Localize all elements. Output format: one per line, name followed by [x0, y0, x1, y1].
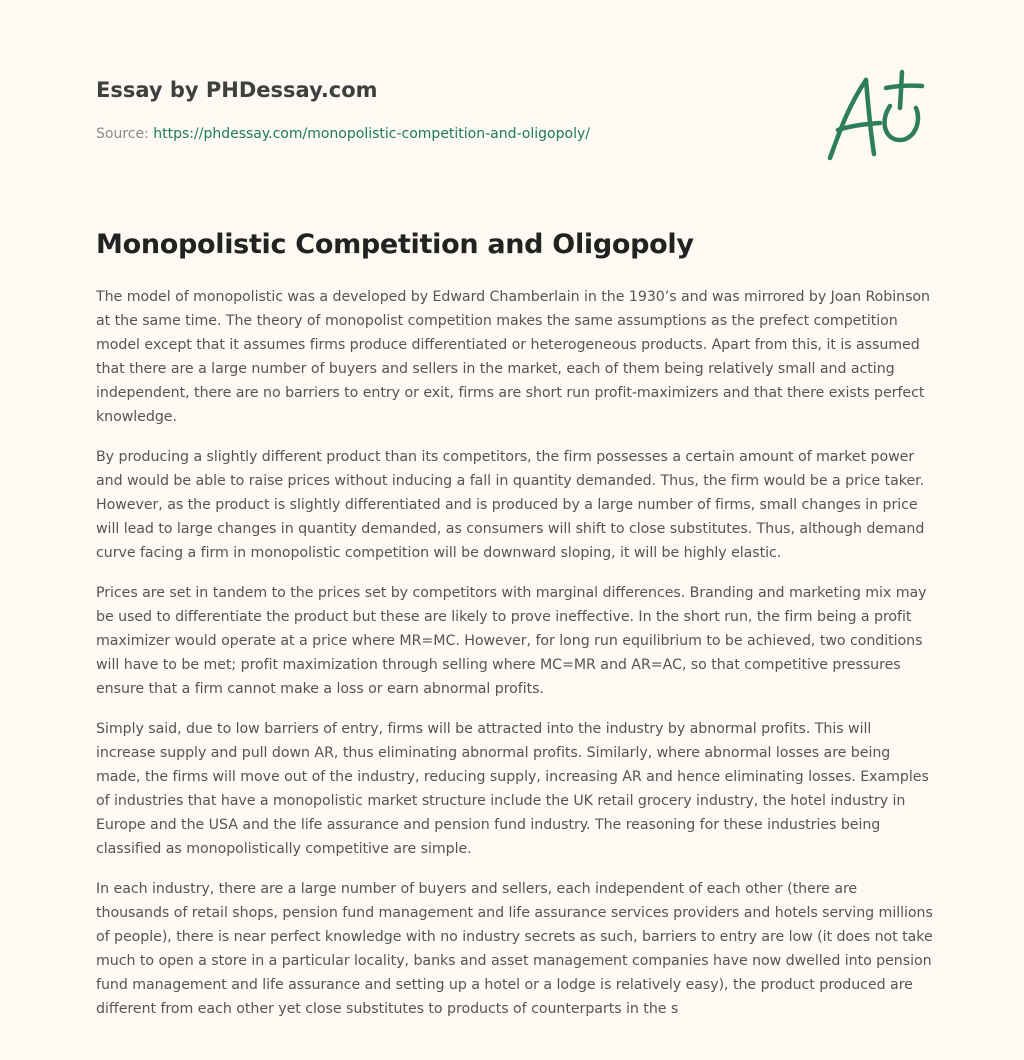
essay-paragraph: Simply said, due to low barriers of entry, firms will be attracted into the industry by abnormal profits. This will increase supply and pull down AR, thus eliminating abnormal profits. Similarly, where abnormal losses are being made, the firms will move out of the industry, reducing supply, increasing AR and hence eliminating losses. Examples of industries that have a monopolistic market structure include the UK retail grocery industry, the hotel industry in Europe and the USA and the life assurance and pension fund industry. The reasoning for these industries being classified as monopolistically competitive are simple. — [96, 721, 929, 857]
essay-paragraph: In each industry, there are a large number of buyers and sellers, each independent of each other (there are thousands of retail shops, pension fund management and life assurance services providers and hotels serving millions of people), there is near perfect knowledge with no industry secrets as such, barriers to entry are low (it does not take much to open a store in a particular locality, banks and asset management companies have now dwelled into pension fund management and life assurance and setting up a hotel or a lodge is relatively easy), the product produced are different from each other yet close substitutes to products of counterparts in the s — [96, 881, 933, 1017]
site-title: Essay by PHDessay.com — [96, 78, 378, 102]
essay-paragraph: Prices are set in tandem to the prices set by competitors with marginal differences. Branding and marketing mix may be used to differentiate the product but these are likely to prove ineffective. In the short run, the firm being a profit maximizer would operate at a price where MR=MC. However, for long run equilibrium to be achieved, two conditions will have to be met; profit maximization through selling where MC=MR and AR=AC, so that competitive pressures ensure that a firm cannot make a loss or earn abnormal profits. — [96, 585, 927, 697]
page-header — [96, 74, 796, 144]
source-line — [96, 124, 796, 144]
essay-paragraph: By producing a slightly different product than its competitors, the firm possesses a certain amount of market power and would be able to raise prices without inducing a fall in quantity demanded. Thus, the firm would be a price taker. However, as the product is slightly differentiated and is produced by a large number of firms, small changes in price will lead to large changes in quantity demanded, as consumers will shift to close substitutes. Thus, although demand curve facing a firm in monopolistic competition will be downward sloping, it will be highly elastic. — [96, 449, 925, 561]
source-link[interactable]: https://phdessay.com/monopolistic-competition-and-oligopoly/ — [153, 126, 590, 142]
essay-paragraph: The model of monopolistic was a developed by Edward Chamberlain in the 1930’s and was mirrored by Joan Robinson at the same time. The theory of monopolist competition makes the same assumptions as the prefect competition model except that it assumes firms produce differentiated or heterogeneous products. Apart from this, it is assumed that there are a large number of buyers and sellers in the market, each of them being relatively small and acting independent, there are no barriers to entry or exit, firms are short run profit-maximizers and that there exists perfect knowledge. — [96, 289, 930, 425]
essay-body — [96, 285, 934, 1037]
source-label: Source: — [96, 126, 149, 142]
essay-title: Monopolistic Competition and Oligopoly — [96, 229, 694, 260]
a-plus-logo-icon — [820, 66, 930, 166]
